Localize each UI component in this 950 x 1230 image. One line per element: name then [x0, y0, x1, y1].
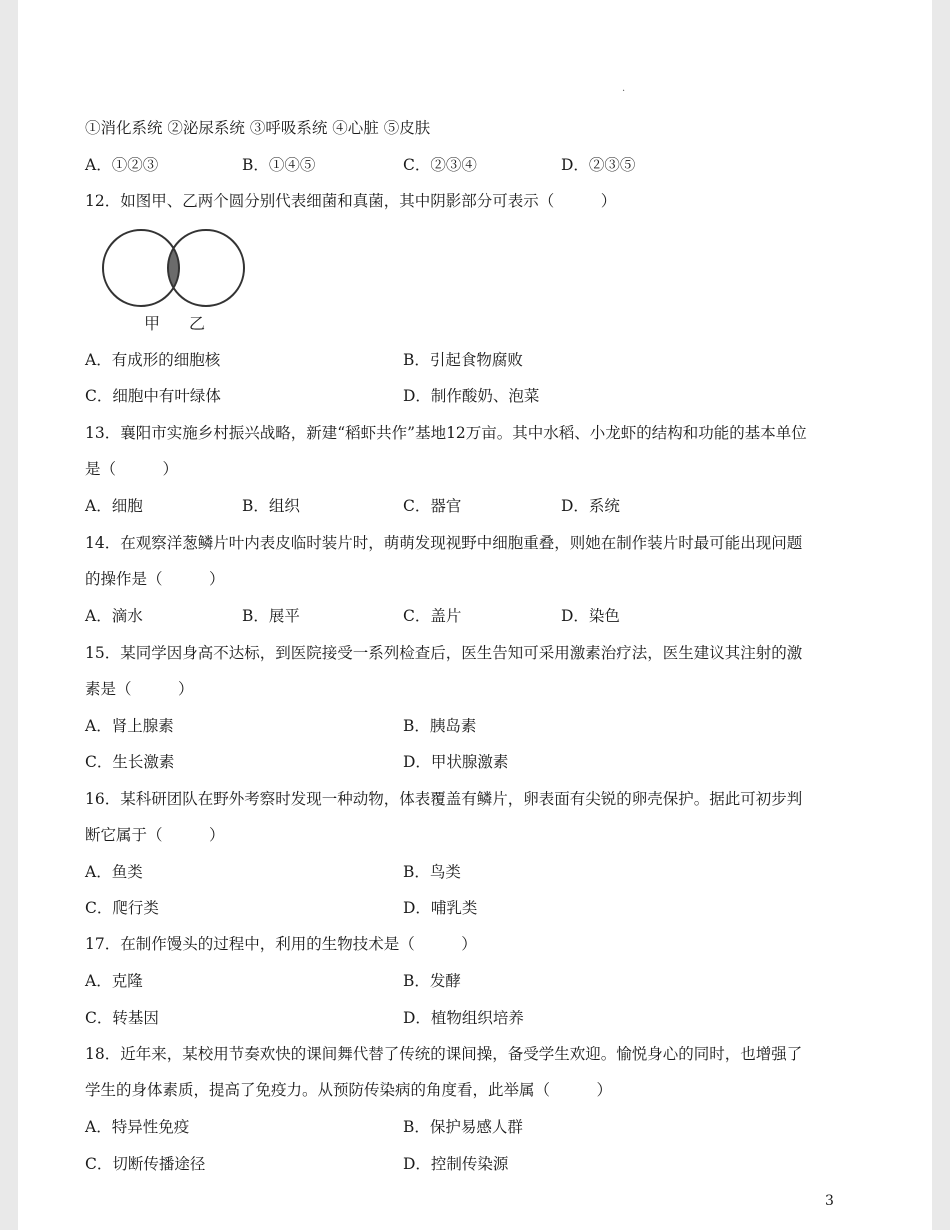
q13-option-c: C．器官	[403, 497, 462, 515]
q18-stem-line1: 18．近年来，某校用节奏欢快的课间舞代替了传统的课间操，备受学生欢迎。愉悦身心的同时，也增强了	[85, 1045, 803, 1063]
q13-option-d: D．系统	[561, 497, 620, 515]
q16-stem-line1: 16．某科研团队在野外考察时发现一种动物，体表覆盖有鳞片，卵表面有尖锐的卵壳保护。据此可初步判	[85, 790, 803, 808]
q15-option-a: A．肾上腺素	[85, 717, 174, 735]
speck-mark: ·	[622, 86, 626, 97]
q16-option-c: C．爬行类	[85, 899, 159, 917]
q13-option-b: B．组织	[242, 497, 300, 515]
q18-option-d: D．控制传染源	[403, 1155, 509, 1173]
q13-stem-line1: 13．襄阳市实施乡村振兴战略，新建“稻虾共作”基地12万亩。其中水稻、小龙虾的结构和功能的基本单位	[85, 424, 807, 442]
venn-diagram	[86, 228, 256, 338]
q13-option-a: A．细胞	[85, 497, 143, 515]
venn-label-yi: 乙	[189, 314, 206, 333]
q12-option-b: B．引起食物腐败	[403, 351, 523, 369]
q18-option-c: C．切断传播途径	[85, 1155, 206, 1173]
q15-stem-line1: 15．某同学因身高不达标，到医院接受一系列检查后，医生告知可采用激素治疗法，医生建议其注射的激	[85, 644, 803, 662]
q17-option-a: A．克隆	[85, 972, 143, 990]
q14-option-b: B．展平	[242, 607, 300, 625]
q14-option-d: D．染色	[561, 607, 620, 625]
q12-option-a: A．有成形的细胞核	[85, 351, 221, 369]
q18-option-b: B．保护易感人群	[403, 1118, 523, 1136]
q16-stem-line2: 断它属于（ ）	[85, 826, 225, 844]
q11-option-d: D．②③⑤	[561, 156, 636, 174]
venn-label-jia: 甲	[144, 314, 161, 333]
q13-stem-line2: 是（ ）	[85, 460, 179, 478]
q18-option-a: A．特异性免疫	[85, 1118, 190, 1136]
q12-option-d: D．制作酸奶、泡菜	[403, 387, 540, 405]
q11-option-c: C．②③④	[403, 156, 477, 174]
q14-stem-line1: 14．在观察洋葱鳞片叶内表皮临时装片时，萌萌发现视野中细胞重叠，则她在制作装片时最可能出现问题	[85, 534, 803, 552]
q17-option-b: B．发酵	[403, 972, 461, 990]
q15-option-c: C．生长激素	[85, 753, 175, 771]
q16-option-d: D．哺乳类	[403, 899, 478, 917]
q15-stem-line2: 素是（ ）	[85, 680, 194, 698]
page-number: 3	[825, 1193, 834, 1209]
q11-items: ①消化系统 ②泌尿系统 ③呼吸系统 ④心脏 ⑤皮肤	[85, 119, 431, 137]
q12-option-c: C．细胞中有叶绿体	[85, 387, 221, 405]
q16-option-a: A．鱼类	[85, 863, 143, 881]
q15-option-d: D．甲状腺激素	[403, 753, 509, 771]
q17-stem: 17．在制作馒头的过程中，利用的生物技术是（ ）	[85, 935, 477, 953]
q15-option-b: B．胰岛素	[403, 717, 477, 735]
q17-option-c: C．转基因	[85, 1009, 159, 1027]
q14-stem-line2: 的操作是（ ）	[85, 570, 225, 588]
q11-option-a: A．①②③	[85, 156, 159, 174]
q11-option-b: B．①④⑤	[242, 156, 316, 174]
q14-option-c: C．盖片	[403, 607, 462, 625]
q12-stem: 12．如图甲、乙两个圆分别代表细菌和真菌，其中阴影部分可表示（ ）	[85, 192, 617, 210]
q17-option-d: D．植物组织培养	[403, 1009, 524, 1027]
q16-option-b: B．鸟类	[403, 863, 461, 881]
q14-option-a: A．滴水	[85, 607, 143, 625]
q18-stem-line2: 学生的身体素质，提高了免疫力。从预防传染病的角度看，此举属（ ）	[85, 1081, 613, 1099]
